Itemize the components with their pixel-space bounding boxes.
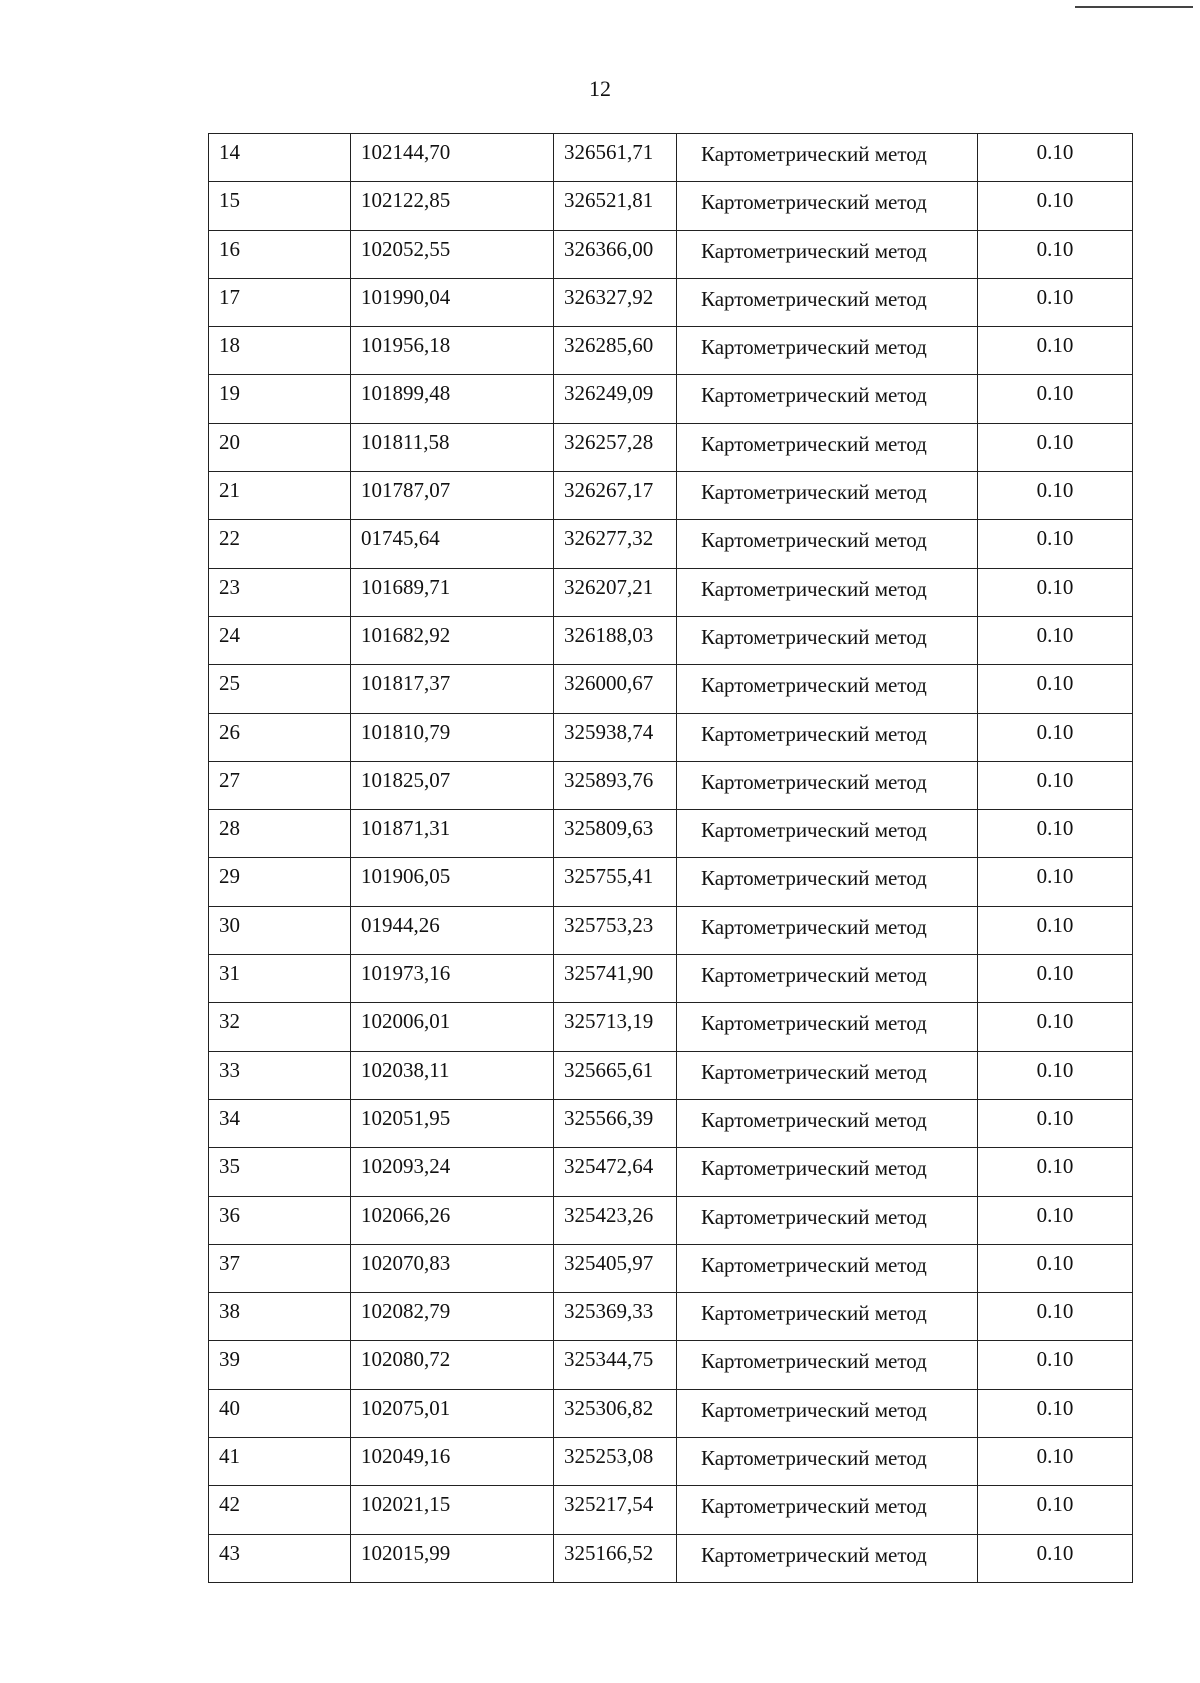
accuracy-cell: 0.10	[978, 1244, 1133, 1292]
y-coordinate-cell: 325713,19	[554, 1003, 677, 1051]
y-coordinate-cell: 325369,33	[554, 1293, 677, 1341]
accuracy-cell: 0.10	[978, 858, 1133, 906]
point-number-cell: 34	[209, 1099, 351, 1147]
y-coordinate-cell: 326327,92	[554, 278, 677, 326]
point-number-cell: 30	[209, 906, 351, 954]
x-coordinate-cell: 102070,83	[351, 1244, 554, 1292]
x-coordinate-cell: 102015,99	[351, 1534, 554, 1582]
table-row	[209, 1051, 1133, 1099]
table-row	[209, 423, 1133, 471]
point-number-cell: 20	[209, 423, 351, 471]
point-number-cell: 16	[209, 230, 351, 278]
point-number-cell: 33	[209, 1051, 351, 1099]
point-number-cell: 40	[209, 1389, 351, 1437]
method-cell: Картометрический метод	[677, 616, 978, 664]
method-cell: Картометрический метод	[677, 1534, 978, 1582]
y-coordinate-cell: 325405,97	[554, 1244, 677, 1292]
y-coordinate-cell: 325472,64	[554, 1148, 677, 1196]
x-coordinate-cell: 102049,16	[351, 1438, 554, 1486]
y-coordinate-cell: 325938,74	[554, 713, 677, 761]
table-row	[209, 520, 1133, 568]
y-coordinate-cell: 325566,39	[554, 1099, 677, 1147]
coordinates-table	[208, 133, 1133, 1583]
point-number-cell: 41	[209, 1438, 351, 1486]
accuracy-cell: 0.10	[978, 1486, 1133, 1534]
method-cell: Картометрический метод	[677, 1099, 978, 1147]
accuracy-cell: 0.10	[978, 182, 1133, 230]
point-number-cell: 15	[209, 182, 351, 230]
table-row	[209, 182, 1133, 230]
method-cell: Картометрический метод	[677, 327, 978, 375]
table-row	[209, 1438, 1133, 1486]
table-row	[209, 955, 1133, 1003]
y-coordinate-cell: 325755,41	[554, 858, 677, 906]
point-number-cell: 36	[209, 1196, 351, 1244]
point-number-cell: 37	[209, 1244, 351, 1292]
point-number-cell: 43	[209, 1534, 351, 1582]
point-number-cell: 21	[209, 472, 351, 520]
method-cell: Картометрический метод	[677, 520, 978, 568]
point-number-cell: 23	[209, 568, 351, 616]
x-coordinate-cell: 101990,04	[351, 278, 554, 326]
accuracy-cell: 0.10	[978, 327, 1133, 375]
table-row	[209, 327, 1133, 375]
point-number-cell: 26	[209, 713, 351, 761]
y-coordinate-cell: 326267,17	[554, 472, 677, 520]
method-cell: Картометрический метод	[677, 906, 978, 954]
method-cell: Картометрический метод	[677, 1244, 978, 1292]
x-coordinate-cell: 102144,70	[351, 134, 554, 182]
accuracy-cell: 0.10	[978, 1293, 1133, 1341]
table-row	[209, 1003, 1133, 1051]
y-coordinate-cell: 326257,28	[554, 423, 677, 471]
x-coordinate-cell: 101906,05	[351, 858, 554, 906]
y-coordinate-cell: 325306,82	[554, 1389, 677, 1437]
method-cell: Картометрический метод	[677, 1486, 978, 1534]
accuracy-cell: 0.10	[978, 1389, 1133, 1437]
table-row	[209, 761, 1133, 809]
accuracy-cell: 0.10	[978, 1099, 1133, 1147]
accuracy-cell: 0.10	[978, 134, 1133, 182]
accuracy-cell: 0.10	[978, 520, 1133, 568]
y-coordinate-cell: 325665,61	[554, 1051, 677, 1099]
x-coordinate-cell: 101689,71	[351, 568, 554, 616]
method-cell: Картометрический метод	[677, 1003, 978, 1051]
x-coordinate-cell: 102082,79	[351, 1293, 554, 1341]
accuracy-cell: 0.10	[978, 906, 1133, 954]
x-coordinate-cell: 102038,11	[351, 1051, 554, 1099]
table-row	[209, 616, 1133, 664]
point-number-cell: 14	[209, 134, 351, 182]
accuracy-cell: 0.10	[978, 1003, 1133, 1051]
y-coordinate-cell: 325166,52	[554, 1534, 677, 1582]
method-cell: Картометрический метод	[677, 955, 978, 1003]
method-cell: Картометрический метод	[677, 858, 978, 906]
table-row	[209, 472, 1133, 520]
x-coordinate-cell: 102066,26	[351, 1196, 554, 1244]
y-coordinate-cell: 325423,26	[554, 1196, 677, 1244]
table-row	[209, 134, 1133, 182]
accuracy-cell: 0.10	[978, 1196, 1133, 1244]
y-coordinate-cell: 325344,75	[554, 1341, 677, 1389]
x-coordinate-cell: 102052,55	[351, 230, 554, 278]
accuracy-cell: 0.10	[978, 713, 1133, 761]
method-cell: Картометрический метод	[677, 761, 978, 809]
y-coordinate-cell: 326000,67	[554, 665, 677, 713]
x-coordinate-cell: 101899,48	[351, 375, 554, 423]
point-number-cell: 39	[209, 1341, 351, 1389]
table-row	[209, 906, 1133, 954]
method-cell: Картометрический метод	[677, 1341, 978, 1389]
accuracy-cell: 0.10	[978, 810, 1133, 858]
accuracy-cell: 0.10	[978, 761, 1133, 809]
point-number-cell: 29	[209, 858, 351, 906]
accuracy-cell: 0.10	[978, 1341, 1133, 1389]
table-row	[209, 810, 1133, 858]
coordinates-table-body	[209, 134, 1133, 1583]
y-coordinate-cell: 326277,32	[554, 520, 677, 568]
top-edge-rule	[1075, 6, 1193, 8]
x-coordinate-cell: 101825,07	[351, 761, 554, 809]
point-number-cell: 38	[209, 1293, 351, 1341]
method-cell: Картометрический метод	[677, 1051, 978, 1099]
y-coordinate-cell: 325253,08	[554, 1438, 677, 1486]
table-row	[209, 713, 1133, 761]
table-row	[209, 665, 1133, 713]
x-coordinate-cell: 101682,92	[351, 616, 554, 664]
point-number-cell: 31	[209, 955, 351, 1003]
x-coordinate-cell: 101811,58	[351, 423, 554, 471]
method-cell: Картометрический метод	[677, 375, 978, 423]
y-coordinate-cell: 326366,00	[554, 230, 677, 278]
x-coordinate-cell: 01745,64	[351, 520, 554, 568]
point-number-cell: 18	[209, 327, 351, 375]
accuracy-cell: 0.10	[978, 1534, 1133, 1582]
x-coordinate-cell: 01944,26	[351, 906, 554, 954]
table-row	[209, 375, 1133, 423]
table-row	[209, 1534, 1133, 1582]
table-row	[209, 1293, 1133, 1341]
method-cell: Картометрический метод	[677, 1196, 978, 1244]
accuracy-cell: 0.10	[978, 375, 1133, 423]
point-number-cell: 22	[209, 520, 351, 568]
y-coordinate-cell: 326249,09	[554, 375, 677, 423]
method-cell: Картометрический метод	[677, 713, 978, 761]
x-coordinate-cell: 101787,07	[351, 472, 554, 520]
x-coordinate-cell: 102021,15	[351, 1486, 554, 1534]
method-cell: Картометрический метод	[677, 1293, 978, 1341]
table-row	[209, 1341, 1133, 1389]
accuracy-cell: 0.10	[978, 955, 1133, 1003]
x-coordinate-cell: 101956,18	[351, 327, 554, 375]
x-coordinate-cell: 101817,37	[351, 665, 554, 713]
table-row	[209, 568, 1133, 616]
point-number-cell: 32	[209, 1003, 351, 1051]
accuracy-cell: 0.10	[978, 278, 1133, 326]
method-cell: Картометрический метод	[677, 568, 978, 616]
x-coordinate-cell: 102093,24	[351, 1148, 554, 1196]
table-row	[209, 1148, 1133, 1196]
x-coordinate-cell: 101871,31	[351, 810, 554, 858]
method-cell: Картометрический метод	[677, 472, 978, 520]
method-cell: Картометрический метод	[677, 182, 978, 230]
x-coordinate-cell: 102122,85	[351, 182, 554, 230]
table-row	[209, 1196, 1133, 1244]
point-number-cell: 27	[209, 761, 351, 809]
accuracy-cell: 0.10	[978, 423, 1133, 471]
y-coordinate-cell: 326207,21	[554, 568, 677, 616]
y-coordinate-cell: 326285,60	[554, 327, 677, 375]
table-row	[209, 1099, 1133, 1147]
method-cell: Картометрический метод	[677, 1148, 978, 1196]
accuracy-cell: 0.10	[978, 1148, 1133, 1196]
accuracy-cell: 0.10	[978, 665, 1133, 713]
x-coordinate-cell: 102075,01	[351, 1389, 554, 1437]
point-number-cell: 25	[209, 665, 351, 713]
x-coordinate-cell: 102051,95	[351, 1099, 554, 1147]
method-cell: Картометрический метод	[677, 665, 978, 713]
y-coordinate-cell: 325741,90	[554, 955, 677, 1003]
method-cell: Картометрический метод	[677, 423, 978, 471]
accuracy-cell: 0.10	[978, 230, 1133, 278]
table-row	[209, 1486, 1133, 1534]
accuracy-cell: 0.10	[978, 1438, 1133, 1486]
table-row	[209, 1244, 1133, 1292]
method-cell: Картометрический метод	[677, 810, 978, 858]
table-row	[209, 230, 1133, 278]
point-number-cell: 24	[209, 616, 351, 664]
point-number-cell: 28	[209, 810, 351, 858]
y-coordinate-cell: 325893,76	[554, 761, 677, 809]
point-number-cell: 42	[209, 1486, 351, 1534]
accuracy-cell: 0.10	[978, 1051, 1133, 1099]
table-row	[209, 278, 1133, 326]
y-coordinate-cell: 325809,63	[554, 810, 677, 858]
x-coordinate-cell: 101973,16	[351, 955, 554, 1003]
method-cell: Картометрический метод	[677, 1389, 978, 1437]
x-coordinate-cell: 101810,79	[351, 713, 554, 761]
method-cell: Картометрический метод	[677, 134, 978, 182]
y-coordinate-cell: 326521,81	[554, 182, 677, 230]
page-number: 12	[589, 76, 611, 101]
point-number-cell: 17	[209, 278, 351, 326]
accuracy-cell: 0.10	[978, 616, 1133, 664]
x-coordinate-cell: 102006,01	[351, 1003, 554, 1051]
method-cell: Картометрический метод	[677, 278, 978, 326]
table-row	[209, 1389, 1133, 1437]
y-coordinate-cell: 325753,23	[554, 906, 677, 954]
method-cell: Картометрический метод	[677, 1438, 978, 1486]
x-coordinate-cell: 102080,72	[351, 1341, 554, 1389]
accuracy-cell: 0.10	[978, 472, 1133, 520]
y-coordinate-cell: 326561,71	[554, 134, 677, 182]
y-coordinate-cell: 326188,03	[554, 616, 677, 664]
point-number-cell: 19	[209, 375, 351, 423]
method-cell: Картометрический метод	[677, 230, 978, 278]
y-coordinate-cell: 325217,54	[554, 1486, 677, 1534]
point-number-cell: 35	[209, 1148, 351, 1196]
table-row	[209, 858, 1133, 906]
accuracy-cell: 0.10	[978, 568, 1133, 616]
